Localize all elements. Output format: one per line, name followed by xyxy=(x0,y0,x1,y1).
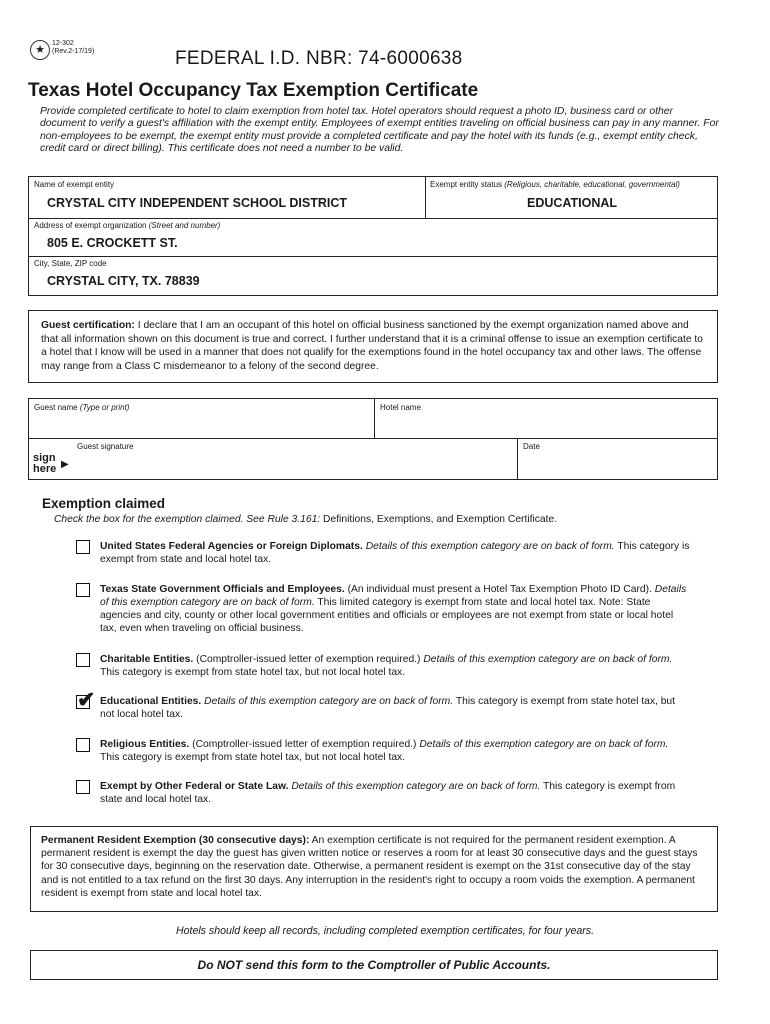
federal-id: FEDERAL I.D. NBR: 74-6000638 xyxy=(175,48,463,69)
exemption-description xyxy=(100,780,690,806)
exemption-detail-text: This category is exempt from state hotel tax, but not local hotel tax. xyxy=(100,667,406,678)
city-state-zip-field[interactable]: CRYSTAL CITY, TX. 78839 xyxy=(47,274,200,288)
exemption-detail-text: (Comptroller-issued letter of exemption required.) xyxy=(196,654,421,665)
exemption-detail-text: This category is exempt from state and local hotel tax. xyxy=(100,541,690,565)
sign-here-marker: sign here xyxy=(33,452,57,475)
date-field[interactable] xyxy=(523,453,713,477)
exemption-description xyxy=(100,540,690,566)
exemption-instruction: Check the box for the exemption claimed. See Rule 3.161: Definitions, Exemptions, and Exemption Certificate. xyxy=(54,514,558,525)
exemption-detail-text: Details of this exemption category are on back of form. xyxy=(423,654,673,665)
city-state-zip-label: City, State, ZIP code xyxy=(34,259,107,268)
guest-certification-box xyxy=(28,310,718,383)
form-number: 12-302 xyxy=(52,40,74,47)
exemption-detail-text: (Comptroller-issued letter of exemption required.) xyxy=(192,739,417,750)
exemption-checkbox[interactable] xyxy=(76,738,90,752)
do-not-send-text: Do NOT send this form to the Comptroller of Public Accounts. xyxy=(197,958,551,972)
form-title: Texas Hotel Occupancy Tax Exemption Certificate xyxy=(28,80,479,101)
exemption-title: Exempt by Other Federal or State Law. xyxy=(100,781,289,792)
exemption-detail-text: Details of this exemption category are on back of form. xyxy=(365,541,615,552)
exemption-detail-text: This category is exempt from state and local hotel tax. xyxy=(100,781,676,805)
exemption-title: Charitable Entities. xyxy=(100,654,194,665)
guest-signature-field[interactable] xyxy=(77,453,507,477)
guest-certification-heading: Guest certification: xyxy=(41,320,135,331)
exemption-detail-text: (An individual must present a Hotel Tax Exemption Photo ID Card). xyxy=(347,584,652,595)
intro-text: Provide completed certificate to hotel to claim exemption from hotel tax. Hotel operators should request a photo ID, business card or other document to verify a guest's affiliation with the exempt entity. Employees of exempt entities traveling on official business can pay in any manner. For non-employees to be exempt, the exempt entity must provide a completed certificate and pay the hotel with its funds (e.g., exempt entity check, credit card or direct billing). This certificate does not need a number to be valid. xyxy=(40,106,719,155)
exemption-claimed-heading: Exemption claimed xyxy=(42,496,166,511)
exemption-title: Texas State Government Officials and Employees. xyxy=(100,584,345,595)
entity-name-field[interactable]: CRYSTAL CITY INDEPENDENT SCHOOL DISTRICT xyxy=(47,196,348,210)
form-revision: (Rev.2-17/19) xyxy=(52,48,95,55)
exemption-checkbox[interactable] xyxy=(76,687,96,712)
exemption-detail-text: Details of this exemption category are on back of form. xyxy=(204,696,454,707)
do-not-send-box xyxy=(30,950,718,980)
hotel-name-field[interactable] xyxy=(380,415,710,435)
exemption-description xyxy=(100,695,690,721)
permanent-resident-text: An exemption certificate is not required for the permanent resident exemption. A permanent resident is exempt the day the guest has given written notice or reserves a room for at least 30 consecutive days and the guest stays for 30 consecutive days, beginning on the reservation date. Otherwise, a permanent resident is exempt on the 31st consecutive day of the stay and is not entitled to a tax refund on the first 30 days. Any interruption in the resident's right to occupy a room voids the exemption. A permanent resident is exempt from state and local hotel tax. xyxy=(41,835,698,899)
guest-info-box xyxy=(28,398,718,480)
exemption-detail-text: Details of this exemption category are on back of form. xyxy=(100,584,687,608)
exemption-title: Religious Entities. xyxy=(100,739,190,750)
texas-comptroller-seal-icon: ★ xyxy=(30,40,50,60)
address-field[interactable]: 805 E. CROCKETT ST. xyxy=(47,236,178,250)
exemption-title: United States Federal Agencies or Foreign Diplomats. xyxy=(100,541,363,552)
guest-name-label: Guest name (Type or print) xyxy=(34,403,130,412)
permanent-resident-heading: Permanent Resident Exemption (30 consecutive days): xyxy=(41,835,310,846)
guest-certification-text: I declare that I am an occupant of this hotel on official business sanctioned by the exempt organization named above and that all information shown on this document is true and correct. I further understand that it is a criminal offense to issue an exemption certificate to a hotel that I know will be used in a manner that does not qualify for the exemptions found in the hotel occupancy tax and other laws. The offense may range from a Class C misdemeanor to a felony of the second degree. xyxy=(41,320,704,372)
date-label: Date xyxy=(523,442,540,451)
entity-name-label: Name of exempt entity xyxy=(34,180,115,189)
entity-info-box xyxy=(28,176,718,296)
form-number-block xyxy=(52,40,94,56)
sign-here-arrow-icon: ▶ xyxy=(61,459,69,470)
exemption-detail-text: This category is exempt from state hotel tax, but not local hotel tax. xyxy=(100,752,406,763)
permanent-resident-box xyxy=(30,826,718,912)
records-note: Hotels should keep all records, including completed exemption certificates, for four years. xyxy=(175,925,595,937)
hotel-name-label: Hotel name xyxy=(380,403,421,412)
address-label: Address of exempt organization (Street and number) xyxy=(34,221,221,230)
exemption-description xyxy=(100,653,690,679)
guest-name-field[interactable] xyxy=(34,415,368,435)
exemption-title: Educational Entities. xyxy=(100,696,202,707)
exemption-checkbox[interactable] xyxy=(76,540,90,554)
guest-signature-label: Guest signature xyxy=(77,442,134,451)
entity-status-field[interactable]: EDUCATIONAL xyxy=(527,196,618,210)
exemption-detail-text: Details of this exemption category are on back of form. xyxy=(419,739,669,750)
exemption-checkbox[interactable] xyxy=(76,653,90,667)
exemption-description xyxy=(100,738,690,764)
exemption-detail-text: This category is exempt from state hotel tax, but not local hotel tax. xyxy=(100,696,676,720)
entity-status-label: Exempt entity status (Religious, charitable, educational, governmental) xyxy=(430,180,680,189)
exemption-checkbox[interactable] xyxy=(76,780,90,794)
checkmark-icon: ✔ xyxy=(77,687,96,712)
exemption-detail-text: Details of this exemption category are on back of form. xyxy=(291,781,541,792)
exemption-description xyxy=(100,583,690,635)
exemption-detail-text: This limited category is exempt from state and local hotel tax. Note: State agencies and city, county or other local government entities and officials or employees are not exempt from state or local hotel tax, even when traveling on official business. xyxy=(100,597,674,634)
exemption-checkbox[interactable] xyxy=(76,583,90,597)
